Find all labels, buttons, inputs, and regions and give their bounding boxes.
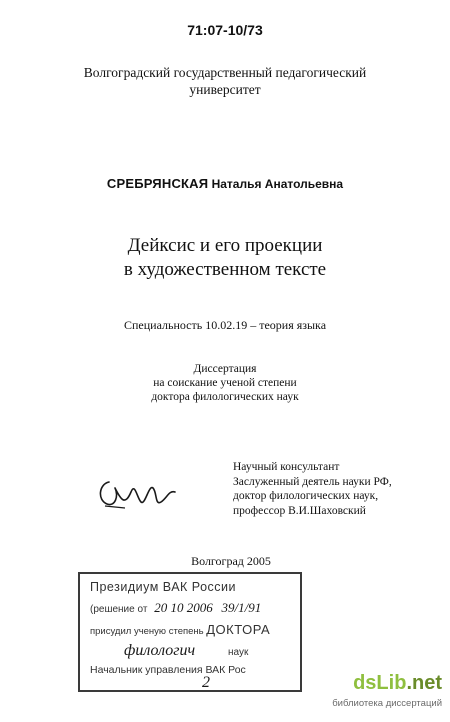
university-name bbox=[0, 64, 450, 98]
watermark-logo-suffix: .net bbox=[406, 672, 442, 694]
degree-line-2: на соискание ученой степени bbox=[153, 377, 297, 389]
specialty: Специальность 10.02.19 – теория языка bbox=[123, 318, 327, 332]
stamp-line-3 bbox=[90, 622, 270, 637]
title-line-2: в художественном тексте bbox=[123, 259, 327, 280]
advisor-line-1: Научный консультант bbox=[233, 461, 340, 473]
stamp-awarded-label: присудил ученую степень bbox=[90, 626, 204, 637]
university-line-1: Волгоградский государственный педагогический bbox=[83, 65, 367, 80]
author-given-names: Наталья Анатольевна bbox=[211, 177, 344, 191]
stamp-line-5: Начальник управления ВАК Рос bbox=[90, 664, 246, 676]
degree-statement bbox=[0, 362, 450, 404]
dissertation-title bbox=[0, 234, 450, 282]
vak-approval-stamp bbox=[78, 572, 302, 692]
title-line-1: Дейксис и его проекции bbox=[127, 235, 323, 256]
advisor-line-2: Заслуженный деятель науки РФ, bbox=[233, 475, 392, 488]
stamp-decision-number: 39/1/91 bbox=[221, 600, 262, 615]
author-signature bbox=[95, 462, 185, 517]
stamp-degree: ДОКТОРА bbox=[206, 622, 271, 637]
university-line-2: университет bbox=[189, 82, 261, 97]
advisor-line-3: доктор филологических наук, bbox=[233, 490, 379, 502]
stamp-handwritten-mark: 2 bbox=[202, 674, 210, 691]
stamp-decision-date: 20 10 2006 bbox=[154, 600, 213, 615]
stamp-line-4 bbox=[90, 642, 248, 660]
scientific-advisor bbox=[233, 460, 433, 518]
degree-line-1: Диссертация bbox=[193, 363, 257, 375]
stamp-line-1: Президиум ВАК России bbox=[90, 580, 236, 594]
stamp-decision-label: (решение от bbox=[90, 604, 148, 615]
watermark-logo bbox=[353, 672, 442, 695]
watermark-logo-text: dsLib bbox=[353, 672, 407, 694]
stamp-field: филологич bbox=[124, 642, 196, 659]
watermark bbox=[322, 672, 442, 716]
author-name bbox=[0, 176, 450, 192]
catalog-code: 71:07-10/73 bbox=[187, 22, 263, 38]
author-surname: СРЕБРЯНСКАЯ bbox=[106, 176, 209, 191]
stamp-line-2 bbox=[90, 600, 261, 616]
degree-line-3: доктора филологических наук bbox=[151, 391, 299, 403]
advisor-line-4: профессор В.И.Шаховский bbox=[233, 504, 366, 517]
place-and-year: Волгоград 2005 bbox=[191, 554, 271, 568]
stamp-field-suffix: наук bbox=[227, 647, 249, 658]
watermark-caption: библиотека диссертаций bbox=[332, 698, 442, 709]
